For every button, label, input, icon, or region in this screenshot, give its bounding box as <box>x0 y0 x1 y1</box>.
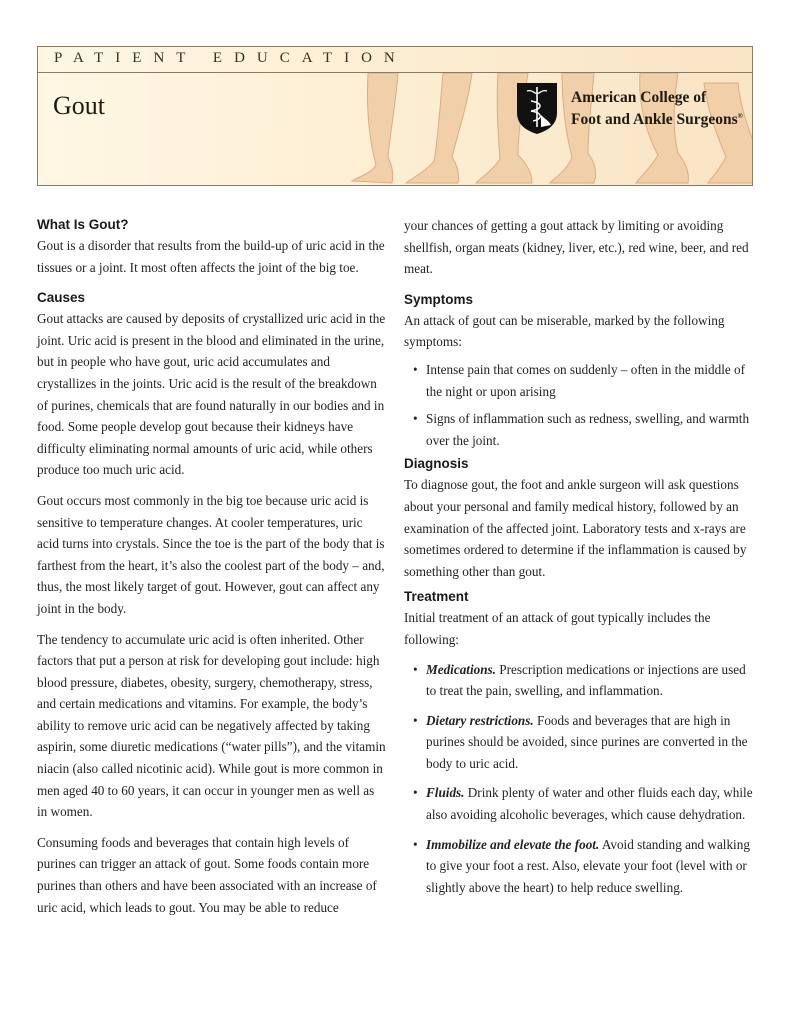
treatment-heading: Treatment <box>404 589 469 605</box>
what-is-gout-heading: What Is Gout? <box>37 217 129 232</box>
treatment-text: Avoid standing and walking to give your foot a rest. Also, elevate your foot (level with or slightly above the heart) to help reduce swelling. <box>426 836 750 895</box>
list-item <box>404 659 754 702</box>
treatment-intro: Initial treatment of an attack of gout typically includes the following: <box>404 610 711 647</box>
what-is-gout-text: Gout is a disorder that results from the build-up of uric acid in the tissues or a joint. It most often affects the joint of the big toe. <box>37 238 385 275</box>
section-kicker: PATIENT EDUCATION <box>54 50 407 66</box>
list-item <box>404 710 754 775</box>
diagnosis-text: To diagnose gout, the foot and ankle surgeon will ask questions about your personal and family medical history, followed by an examination of the affected joint. Laboratory tests and x-rays are sometimes ordered to determine if the inflammation is caused by something other than gout. <box>404 477 747 579</box>
causes-paragraph: Gout occurs most commonly in the big toe because uric acid is sensitive to temperature changes. At cooler temperatures, uric acid turns into crystals. Since the toe is the part of the body that is farthest from the heart, it’s also the coolest part of the body – and, thus, the most likely target of gout. However, gout can affect any joint in the body. <box>37 492 385 616</box>
symptoms-heading: Symptoms <box>404 291 474 307</box>
caduceus-foot-shield-icon <box>515 81 559 135</box>
treatment-term: Dietary restrictions. <box>426 712 534 728</box>
causes-heading: Causes <box>37 290 86 306</box>
right-column <box>404 215 754 898</box>
symptoms-intro: An attack of gout can be miserable, marked by the following symptoms: <box>404 312 725 350</box>
treatment-term: Medications. <box>426 661 496 677</box>
list-item <box>404 834 754 899</box>
treatment-text: Prescription medications or injections are used to treat the pain, swelling, and inflammation. <box>426 661 746 699</box>
list-item: • Intense pain that comes on suddenly – often in the middle of the night or upon arising <box>404 359 754 402</box>
causes-paragraph: The tendency to accumulate uric acid is often inherited. Other factors that put a person at risk for developing gout include: high blood pressure, diabetes, obesity, surgery, chemotherapy, stress, and certain medications and vitamins. For example, the body’s ability to remove uric acid can be negatively affected by taking aspirin, some diuretic medications (“water pills”), and the vitamin niacin (also called nicotinic acid). While gout is more common in men aged 40 to 60 years, it can occur in younger men as well as in women. <box>37 631 386 820</box>
org-name-line-1: American College of <box>571 89 707 106</box>
list-item <box>404 782 754 825</box>
treatment-text: Drink plenty of water and other fluids each day, while also avoiding alcoholic beverages, which cause dehydration. <box>426 785 753 823</box>
org-name-line-2: Foot and Ankle Surgeons <box>571 111 738 129</box>
page-title: Gout <box>53 91 105 120</box>
treatment-text: Foods and beverages that are high in purines should be avoided, since purines are converted in the body to uric acid. <box>426 712 748 771</box>
symptoms-list <box>404 359 754 451</box>
causes-continued-text: your chances of getting a gout attack by limiting or avoiding shellfish, organ meats (kidney, liver, etc.), red wine, beer, and red meat. <box>404 218 749 277</box>
causes-paragraph: Gout attacks are caused by deposits of crystallized uric acid in the joint. Uric acid is present in the blood and eliminated in the urine, but in people who have gout, uric acid accumulates and crystallizes in the joints. Uric acid is the result of the breakdown of purines, chemicals that are found naturally in our bodies and in food. Some people develop gout because their kidneys have difficulty eliminating normal amounts of uric acid, while others produce too much uric acid. <box>37 311 386 478</box>
registered-mark: ® <box>737 112 743 120</box>
left-column <box>37 214 387 918</box>
treatment-list <box>404 659 754 899</box>
list-item: • Signs of inflammation such as redness, swelling, and warmth over the joint. <box>404 408 754 451</box>
header-banner <box>37 46 753 186</box>
causes-paragraph: Consuming foods and beverages that contain high levels of purines can trigger an attack of gout. Some foods contain more purines than others and have been associated with an increase of uric acid, which leads to gout. You may be able to reduce <box>37 834 377 915</box>
organization-name <box>571 89 743 129</box>
treatment-term: Immobilize and elevate the foot. <box>426 836 600 852</box>
treatment-term: Fluids. <box>426 785 465 801</box>
diagnosis-heading: Diagnosis <box>404 456 469 472</box>
